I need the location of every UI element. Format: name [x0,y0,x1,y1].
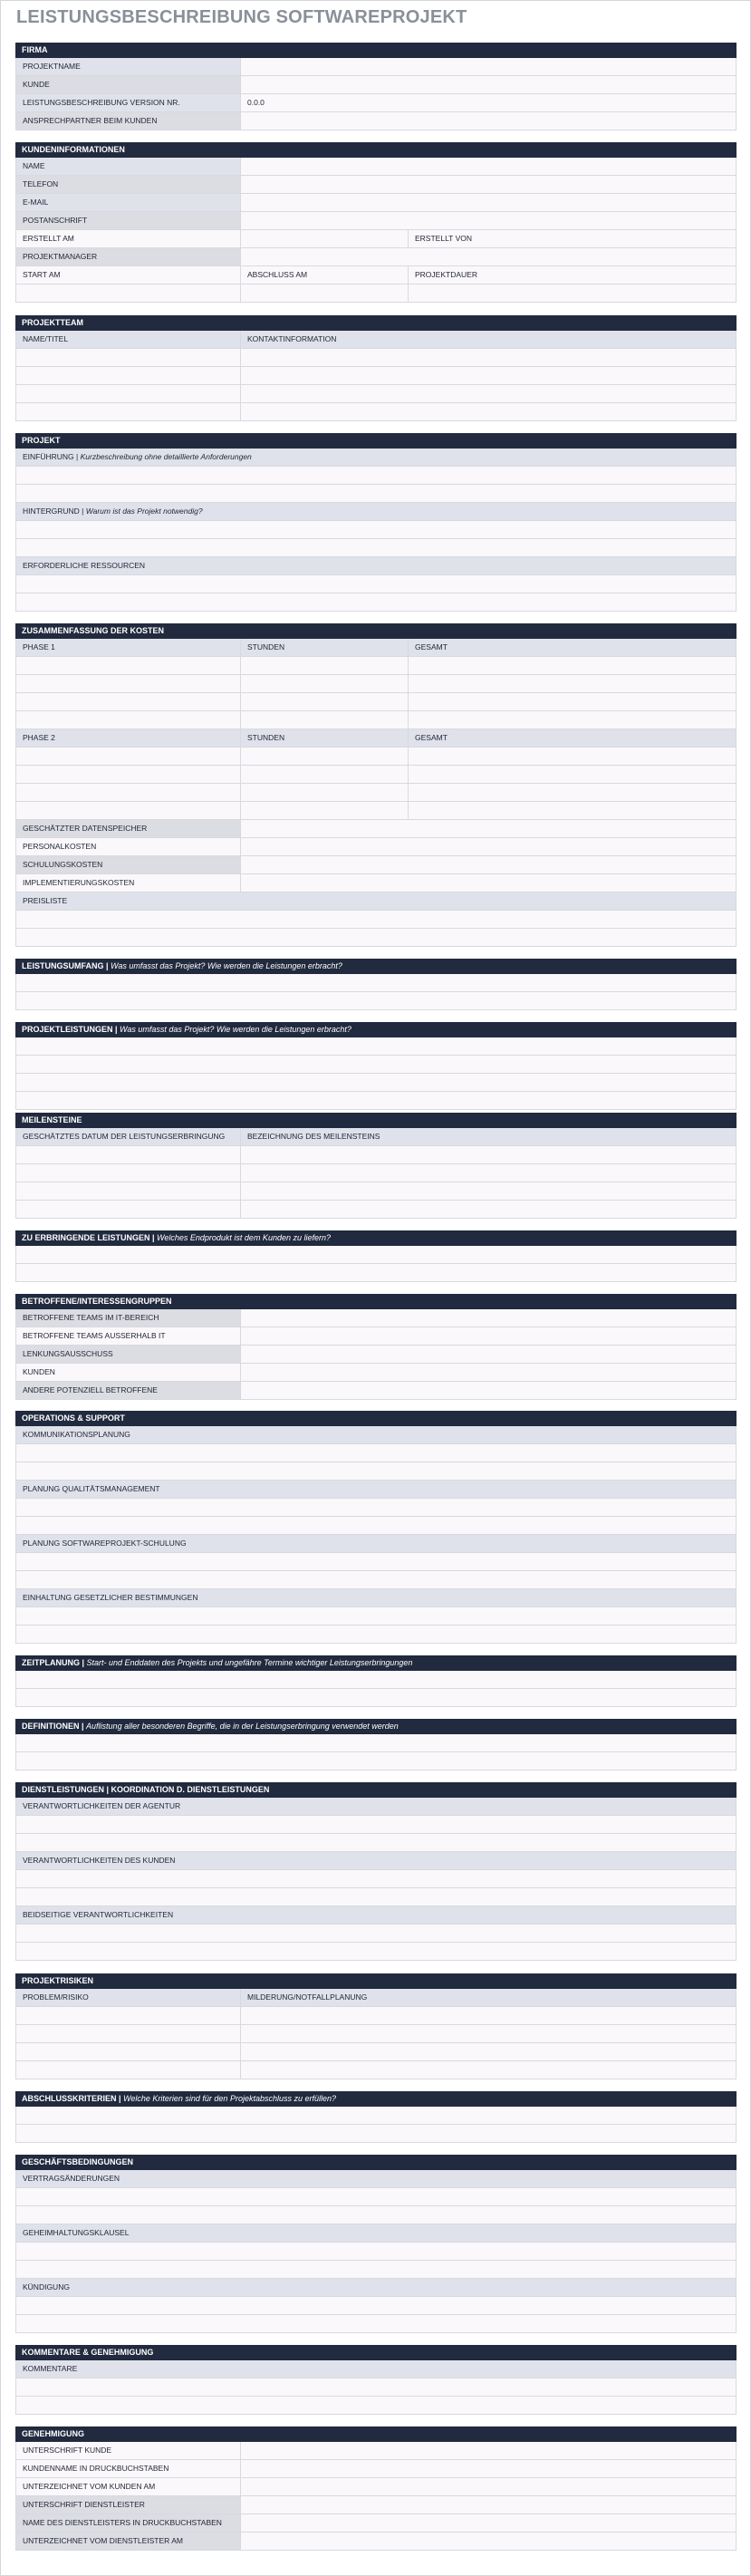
table-cell[interactable] [16,675,241,692]
subsection-label: VERTRAGSÄNDERUNGEN [16,2170,736,2187]
table-cell[interactable] [241,802,409,819]
text-area[interactable] [16,2107,736,2124]
text-area[interactable] [16,467,736,484]
text-area[interactable] [16,1734,736,1751]
table-cell[interactable] [16,1146,241,1163]
subsection-label: KOMMENTARE [16,2360,736,2378]
section-header: PROJEKTRISIKEN [15,1973,737,1989]
field-label: KUNDEN [16,1364,241,1381]
field-label: PROJEKTNAME [16,58,241,75]
subsection-label: PREISLISTE [16,892,736,910]
table-cell[interactable] [16,385,241,402]
table-cell[interactable] [241,693,409,710]
text-area[interactable] [16,992,736,1009]
table-cell[interactable] [16,2043,241,2060]
field-label: KUNDENNAME IN DRUCKBUCHSTABEN [16,2460,241,2477]
table-cell[interactable] [409,693,736,710]
subsection-label: VERANTWORTLICHKEITEN DES KUNDEN [16,1852,736,1869]
table-cell[interactable] [241,1182,736,1200]
section-header: ZEITPLANUNG | Start- und Enddaten des Projekts und ungefähre Termine wichtiger Leistungserbringungen [15,1655,737,1671]
section-header: MEILENSTEINE [15,1113,737,1128]
name-field[interactable] [241,158,736,175]
text-area[interactable] [16,1607,736,1625]
customer-name-field[interactable] [241,2460,736,2477]
section-zeitplanung [15,1655,737,1707]
section-definitionen [15,1719,737,1770]
section-header: GENEHMIGUNG [15,2426,737,2442]
table-cell[interactable] [16,349,241,366]
field-label: SCHULUNGSKOSTEN [16,856,241,873]
table-cell[interactable] [409,766,736,783]
text-area[interactable] [16,2261,736,2278]
text-area[interactable] [16,539,736,556]
others-affected-field[interactable] [241,1382,736,1399]
text-area[interactable] [16,2206,736,2224]
text-area[interactable] [16,1056,736,1073]
customers-field[interactable] [241,1364,736,1381]
form-row [15,58,737,76]
table-cell[interactable] [241,784,409,801]
section-projektleistungen [15,1022,737,1110]
field-label: ABSCHLUSS AM [241,266,409,284]
table-cell[interactable] [16,2061,241,2079]
table-cell[interactable] [16,1201,241,1218]
subsection-label: PLANUNG QUALITÄTSMANAGEMENT [16,1481,736,1498]
table-cell[interactable] [241,1146,736,1163]
column-header: PHASE 1 [16,639,241,656]
comments-area[interactable] [16,2378,736,2396]
field-label: LEISTUNGSBESCHREIBUNG VERSION NR. [16,94,241,111]
section-header: GESCHÄFTSBEDINGUNGEN [15,2155,737,2170]
text-area[interactable] [16,1752,736,1770]
text-area[interactable] [16,1925,736,1942]
section-header: PROJEKTTEAM [15,315,737,331]
section-erbringende-leistungen [15,1230,737,1282]
field-label: BETROFFENE TEAMS IM IT-BEREICH [16,1309,241,1327]
column-header: STUNDEN [241,639,409,656]
page-title: LEISTUNGSBESCHREIBUNG SOFTWAREPROJEKT [16,7,467,27]
table-cell[interactable] [16,784,241,801]
table-cell[interactable] [241,748,409,765]
form-row [15,112,737,130]
section-header: OPERATIONS & SUPPORT [15,1411,737,1426]
text-area[interactable] [16,1571,736,1588]
text-area[interactable] [16,1444,736,1462]
section-projekt [15,433,737,612]
subsection-label: KÜNDIGUNG [16,2279,736,2296]
subsection-label: ERFORDERLICHE RESSOURCEN [16,557,736,574]
form-row [15,76,737,94]
text-area[interactable] [16,1092,736,1109]
form-row [15,94,737,112]
comments-area[interactable] [16,2397,736,2414]
column-header: PHASE 2 [16,729,241,747]
table-cell[interactable] [16,403,241,420]
provider-signature-field[interactable] [241,2496,736,2513]
table-cell[interactable] [16,657,241,674]
text-area[interactable] [16,1246,736,1263]
section-kundeninformationen [15,142,737,303]
text-area[interactable] [16,974,736,991]
table-cell[interactable] [16,748,241,765]
field-label: PERSONALKOSTEN [16,838,241,855]
text-area[interactable] [16,1671,736,1688]
text-area[interactable] [16,1553,736,1570]
table-cell[interactable] [241,711,409,728]
field-label: START AM [16,266,241,284]
field-label: NAME [16,158,241,175]
table-cell[interactable] [409,711,736,728]
column-header: STUNDEN [241,729,409,747]
table-cell[interactable] [16,1182,241,1200]
section-dienstleistungen [15,1782,737,1961]
project-manager-field[interactable] [241,248,736,265]
field-label: PROJEKTMANAGER [16,248,241,265]
project-name-field[interactable] [241,58,736,75]
section-header: PROJEKTLEISTUNGEN | Was umfasst das Projekt? Wie werden die Leistungen erbracht? [15,1022,737,1037]
field-label: UNTERZEICHNET VOM KUNDEN AM [16,2478,241,2495]
text-area[interactable] [16,1517,736,1534]
field-label: E-MAIL [16,194,241,211]
column-header: GESAMT [409,639,736,656]
field-label: IMPLEMENTIERUNGSKOSTEN [16,874,241,892]
table-cell[interactable] [241,2007,736,2024]
provider-name-field[interactable] [241,2514,736,2532]
end-date-field[interactable] [241,285,409,302]
table-cell[interactable] [241,766,409,783]
section-geschaeftsbedingungen [15,2155,737,2333]
table-cell[interactable] [409,802,736,819]
section-header: ZUSAMMENFASSUNG DER KOSTEN [15,623,737,639]
address-field[interactable] [241,212,736,229]
text-area[interactable] [16,911,736,928]
table-cell[interactable] [241,385,736,402]
text-area[interactable] [16,2315,736,2332]
customer-signature-field[interactable] [241,2442,736,2459]
subsection-label: VERANTWORTLICHKEITEN DER AGENTUR [16,1798,736,1815]
section-header: PROJEKT [15,433,737,449]
section-header: KUNDENINFORMATIONEN [15,142,737,158]
table-cell[interactable] [241,2043,736,2060]
contact-person-field[interactable] [241,112,736,130]
subsection-label: EINHALTUNG GESETZLICHER BESTIMMUNGEN [16,1589,736,1606]
text-area[interactable] [16,1499,736,1516]
subsection-label: KOMMUNIKATIONSPLANUNG [16,1426,736,1443]
phone-field[interactable] [241,176,736,193]
text-area[interactable] [16,929,736,946]
subsection-label: GEHEIMHALTUNGSKLAUSEL [16,2224,736,2242]
field-label: NAME DES DIENSTLEISTERS IN DRUCKBUCHSTABEN [16,2514,241,2532]
field-label: KUNDE [16,76,241,93]
field-label: GESCHÄTZTER DATENSPEICHER [16,820,241,837]
text-area[interactable] [16,1888,736,1905]
customer-signed-date-field[interactable] [241,2478,736,2495]
section-genehmigung [15,2426,737,2551]
table-cell[interactable] [16,367,241,384]
table-cell[interactable] [241,2025,736,2042]
start-date-field[interactable] [16,285,241,302]
text-area[interactable] [16,1462,736,1480]
section-meilensteine [15,1113,737,1219]
field-label: PROJEKTDAUER [409,266,736,284]
table-cell[interactable] [241,675,409,692]
table-cell[interactable] [16,802,241,819]
section-kommentare [15,2345,737,2415]
text-area[interactable] [16,2188,736,2205]
section-header: DEFINITIONEN | Auflistung aller besonderen Begriffe, die in der Leistungserbringung verwendet werden [15,1719,737,1734]
field-label: ANSPRECHPARTNER BEIM KUNDEN [16,112,241,130]
provider-signed-date-field[interactable] [241,2533,736,2550]
text-area[interactable] [16,1834,736,1851]
field-label: UNTERSCHRIFT DIENSTLEISTER [16,2496,241,2513]
table-cell[interactable] [241,1164,736,1182]
duration-field[interactable] [409,285,736,302]
field-label: UNTERZEICHNET VOM DIENSTLEISTER AM [16,2533,241,2550]
personnel-cost-field[interactable] [241,838,736,855]
section-kosten [15,623,737,947]
text-area[interactable] [16,1037,736,1055]
text-area[interactable] [16,1870,736,1887]
subsection-label: PLANUNG SOFTWAREPROJEKT-SCHULUNG [16,1535,736,1552]
table-cell[interactable] [241,367,736,384]
text-area[interactable] [16,2297,736,2314]
text-area[interactable] [16,1074,736,1091]
storage-cost-field[interactable] [241,820,736,837]
column-header: GESAMT [409,729,736,747]
text-area[interactable] [16,575,736,593]
section-leistungsumfang [15,959,737,1010]
text-area[interactable] [16,521,736,538]
non-it-teams-field[interactable] [241,1327,736,1345]
section-header: ZU ERBRINGENDE LEISTUNGEN | Welches Endprodukt ist dem Kunden zu liefern? [15,1230,737,1246]
text-area[interactable] [16,1689,736,1706]
field-label: POSTANSCHRIFT [16,212,241,229]
table-cell[interactable] [409,748,736,765]
version-field[interactable]: 0.0.0 [241,94,736,111]
section-projektteam [15,315,737,421]
table-cell[interactable] [241,1201,736,1218]
table-cell[interactable] [16,711,241,728]
table-cell[interactable] [16,693,241,710]
text-area[interactable] [16,1943,736,1960]
table-cell[interactable] [16,2007,241,2024]
text-area[interactable] [16,2125,736,2142]
section-projektrisiken [15,1973,737,2079]
table-cell[interactable] [241,403,736,420]
subsection-label: EINFÜHRUNG | Kurzbeschreibung ohne detaillierte Anforderungen [16,449,736,466]
section-header: BETROFFENE/INTERESSENGRUPPEN [15,1294,737,1309]
column-header: PROBLEM/RISIKO [16,1989,241,2006]
column-header: KONTAKTINFORMATION [241,331,736,348]
text-area[interactable] [16,1816,736,1833]
steering-committee-field[interactable] [241,1346,736,1363]
table-cell[interactable] [409,657,736,674]
it-teams-field[interactable] [241,1309,736,1327]
field-label: UNTERSCHRIFT KUNDE [16,2442,241,2459]
section-header: LEISTUNGSUMFANG | Was umfasst das Projekt? Wie werden die Leistungen erbracht? [15,959,737,974]
text-area[interactable] [16,485,736,502]
section-abschlusskriterien [15,2091,737,2143]
column-header: NAME/TITEL [16,331,241,348]
implementation-cost-field[interactable] [241,874,736,892]
table-cell[interactable] [16,1164,241,1182]
section-firma [15,43,737,130]
field-label: TELEFON [16,176,241,193]
table-cell[interactable] [409,675,736,692]
section-header: KOMMENTARE & GENEHMIGUNG [15,2345,737,2360]
column-header: MILDERUNG/NOTFALLPLANUNG [241,1989,736,2006]
section-header: FIRMA [15,43,737,58]
field-label: LENKUNGSAUSSCHUSS [16,1346,241,1363]
table-cell[interactable] [16,766,241,783]
section-operations [15,1411,737,1644]
created-on-field[interactable] [241,230,409,247]
section-betroffene [15,1294,737,1400]
column-header: BEZEICHNUNG DES MEILENSTEINS [241,1128,736,1145]
text-area[interactable] [16,1626,736,1643]
customer-field[interactable] [241,76,736,93]
training-cost-field[interactable] [241,856,736,873]
field-label: ANDERE POTENZIELL BETROFFENE [16,1382,241,1399]
subsection-label: HINTERGRUND | Warum ist das Projekt notwendig? [16,503,736,520]
field-label: ERSTELLT AM [16,230,241,247]
table-cell[interactable] [241,349,736,366]
field-label: BETROFFENE TEAMS AUSSERHALB IT [16,1327,241,1345]
table-cell[interactable] [16,2025,241,2042]
table-cell[interactable] [409,784,736,801]
table-cell[interactable] [241,2061,736,2079]
table-cell[interactable] [241,657,409,674]
section-header: DIENSTLEISTUNGEN | KOORDINATION D. DIENSTLEISTUNGEN [15,1782,737,1798]
subsection-label: BEIDSEITIGE VERANTWORTLICHKEITEN [16,1906,736,1924]
section-header: ABSCHLUSSKRITERIEN | Welche Kriterien sind für den Projektabschluss zu erfüllen? [15,2091,737,2107]
field-label: ERSTELLT VON [409,230,736,247]
column-header: GESCHÄTZTES DATUM DER LEISTUNGSERBRINGUNG [16,1128,241,1145]
email-field[interactable] [241,194,736,211]
text-area[interactable] [16,593,736,611]
text-area[interactable] [16,2243,736,2260]
text-area[interactable] [16,1264,736,1281]
